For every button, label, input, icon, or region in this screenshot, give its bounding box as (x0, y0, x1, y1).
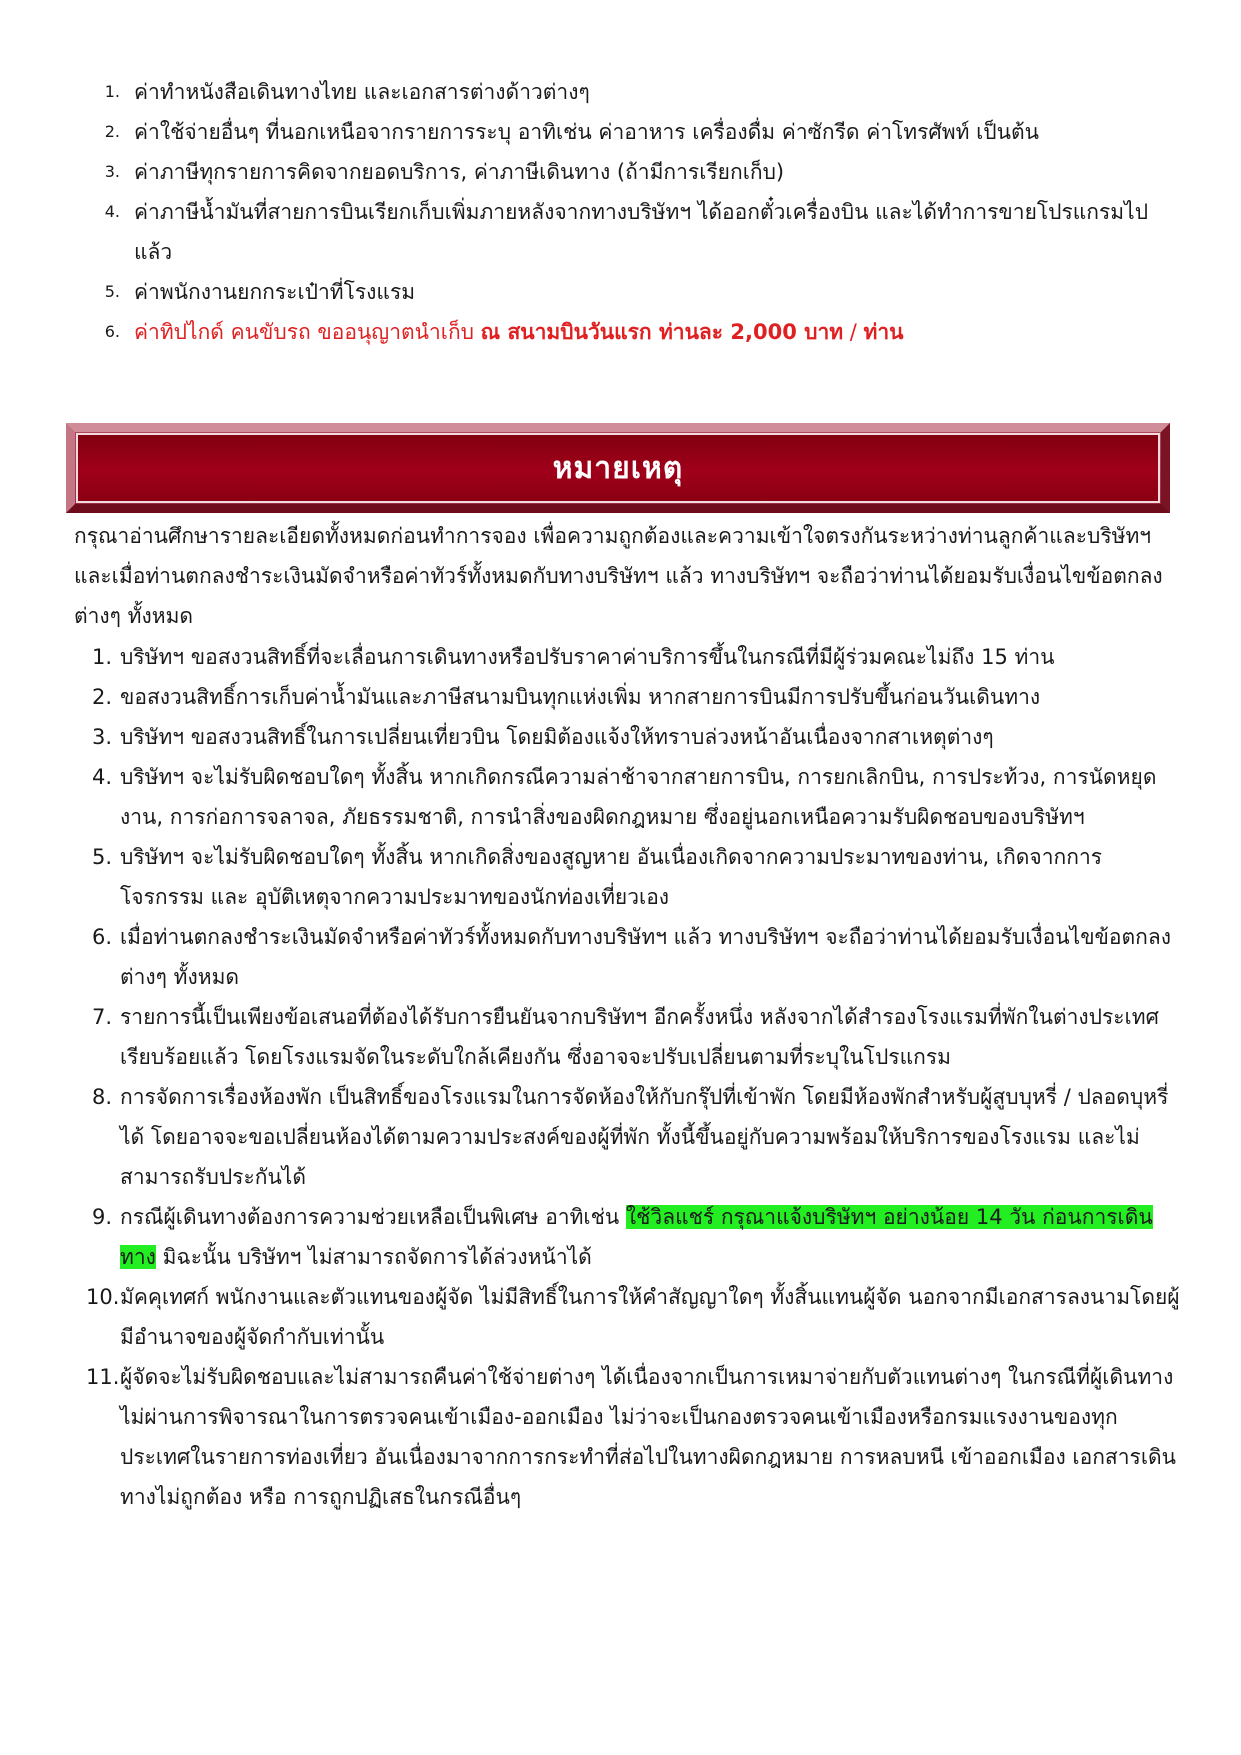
list-item (91, 1077, 1180, 1197)
list-item-text: บริษัทฯ ขอสงวนสิทธิ์ที่จะเลื่อนการเดินทางหรือปรับราคาค่าบริการขึ้นในกรณีที่มีผู้ร่วมคณะไม่ถึง 15 ท่าน (120, 645, 1055, 669)
list-number: 4. (104, 202, 120, 221)
remarks-banner-inner (76, 433, 1160, 503)
tip-text: ค่าทิปไกด์ คนขับรถ ขออนุญาตนำเก็บ (134, 320, 481, 344)
list-number: 2. (104, 122, 120, 141)
list-number: 6. (91, 925, 112, 949)
list-item-text: การจัดการเรื่องห้องพัก เป็นสิทธิ์ของโรงแรมในการจัดห้องให้กับกรุ๊ปที่เข้าพัก โดยมีห้องพักสำหรับผู้สูบบุหรี่ / ปลอดบุหรี่ได้ โดยอาจจะขอเปลี่ยนห้องได้ตามความประสงค์ของผู้ที่พัก ทั้งนี้ขึ้นอยู่กับความพร้อมให้บริการของโรงแรม และไม่สามารถรับประกันได้ (120, 1085, 1169, 1189)
list-item (91, 837, 1180, 917)
tip-unit: ท่าน (863, 320, 904, 344)
list-item-text: มิฉะนั้น บริษัทฯ ไม่สามารถจัดการได้ล่วงหน้าได้ (155, 1245, 592, 1269)
list-item (104, 152, 1174, 192)
list-number: 7. (91, 1005, 112, 1029)
list-item (91, 757, 1180, 837)
list-item (104, 272, 1174, 312)
list-item-text: ค่าภาษีน้ำมันที่สายการบินเรียกเก็บเพิ่มภายหลังจากทางบริษัทฯ ได้ออกตั๋วเครื่องบิน และได้ทำการขายโปรแกรมไปแล้ว (134, 200, 1149, 264)
list-item (86, 1277, 1180, 1357)
list-number: 5. (104, 282, 120, 301)
remarks-list (86, 637, 1180, 1517)
list-item-text: ค่าพนักงานยกกระเป๋าที่โรงแรม (134, 280, 416, 304)
list-item (104, 72, 1174, 112)
list-item-text: กรณีผู้เดินทางต้องการความช่วยเหลือเป็นพิเศษ อาทิเช่น (120, 1205, 626, 1229)
list-item-text: ค่าภาษีทุกรายการคิดจากยอดบริการ, ค่าภาษีเดินทาง (ถ้ามีการเรียกเก็บ) (134, 160, 785, 184)
list-item (91, 917, 1180, 997)
list-item-text: มัคคุเทศก์ พนักงานและตัวแทนของผู้จัด ไม่มีสิทธิ์ในการให้คำสัญญาใดๆ ทั้งสิ้นแทนผู้จัด นอกจากมีเอกสารลงนามโดยผู้มีอำนาจของผู้จัดกำกับเท่านั้น (120, 1285, 1180, 1349)
list-number: 2. (91, 685, 112, 709)
list-item-text: ขอสงวนสิทธิ์การเก็บค่าน้ำมันและภาษีสนามบินทุกแห่งเพิ่ม หากสายการบินมีการปรับขึ้นก่อนวันเดินทาง (120, 685, 1041, 709)
list-item-text: รายการนี้เป็นเพียงข้อเสนอที่ต้องได้รับการยืนยันจากบริษัทฯ อีกครั้งหนึ่ง หลังจากได้สำรองโรงแรมที่พักในต่างประเทศเรียบร้อยแล้ว โดยโรงแรมจัดในระดับใกล้เคียงกัน ซึ่งอาจจะปรับเปลี่ยนตามที่ระบุในโปรแกรม (120, 1005, 1159, 1069)
list-item (86, 1357, 1180, 1517)
list-number: 6. (104, 322, 120, 341)
list-item-wheelchair (91, 1197, 1180, 1277)
list-item-text: ค่าทำหนังสือเดินทางไทย และเอกสารต่างด้าวต่างๆ (134, 80, 590, 104)
list-item (104, 192, 1174, 272)
list-number: 4. (91, 765, 112, 789)
remarks-title: หมายเหตุ (552, 450, 684, 486)
remarks-intro: กรุณาอ่านศึกษารายละเอียดทั้งหมดก่อนทำการจอง เพื่อความถูกต้องและความเข้าใจตรงกันระหว่างท่านลูกค้าและบริษัทฯ และเมื่อท่านตกลงชำระเงินมัดจำหรือค่าทัวร์ทั้งหมดกับทางบริษัทฯ แล้ว ทางบริษัทฯ จะถือว่าท่านได้ยอมรับเงื่อนไขข้อตกลงต่างๆ ทั้งหมด (74, 524, 1163, 628)
list-number: 11. (86, 1365, 120, 1389)
list-item-tip (104, 312, 1174, 352)
list-number: 10. (86, 1285, 120, 1309)
tip-amount: ณ สนามบินวันแรก ท่านละ 2,000 บาท (480, 320, 844, 344)
excluded-costs-list (104, 72, 1174, 352)
list-number: 1. (104, 82, 120, 101)
list-item-text: บริษัทฯ จะไม่รับผิดชอบใดๆ ทั้งสิ้น หากเกิดกรณีความล่าช้าจากสายการบิน, การยกเลิกบิน, การประท้วง, การนัดหยุดงาน, การก่อการจลาจล, ภัยธรรมชาติ, การนำสิ่งของผิดกฎหมาย ซึ่งอยู่นอกเหนือความรับผิดชอบของบริษัทฯ (120, 765, 1157, 829)
list-number: 1. (91, 645, 112, 669)
highlighted-text: ใช้วิลแชร์ กรุณาแจ้งบริษัทฯ อย่างน้อย 14 วัน ก่อนการเดินทาง (120, 1205, 1153, 1269)
list-number: 9. (91, 1205, 112, 1229)
list-number: 3. (104, 162, 120, 181)
list-item-text: บริษัทฯ จะไม่รับผิดชอบใดๆ ทั้งสิ้น หากเกิดสิ่งของสูญหาย อันเนื่องเกิดจากความประมาทของท่าน, เกิดจากการโจรกรรม และ อุบัติเหตุจากความประมาทของนักท่องเที่ยวเอง (120, 845, 1103, 909)
list-item (104, 112, 1174, 152)
remarks-banner (66, 423, 1170, 513)
list-item-text: ผู้จัดจะไม่รับผิดชอบและไม่สามารถคืนค่าใช้จ่ายต่างๆ ได้เนื่องจากเป็นการเหมาจ่ายกับตัวแทนต่างๆ ในกรณีที่ผู้เดินทางไม่ผ่านการพิจารณาในการตรวจคนเข้าเมือง-ออกเมือง ไม่ว่าจะเป็นกองตรวจคนเข้าเมืองหรือกรมแรงงานของทุกประเทศในรายการท่องเที่ยว อันเนื่องมาจากการกระทำที่ส่อไปในทางผิดกฎหมาย การหลบหนี เข้าออกเมือง เอกสารเดินทางไม่ถูกต้อง หรือ การถูกปฏิเสธในกรณีอื่นๆ (120, 1365, 1176, 1509)
list-item-text: ค่าใช้จ่ายอื่นๆ ที่นอกเหนือจากรายการระบุ อาทิเช่น ค่าอาหาร เครื่องดื่ม ค่าซักรีด ค่าโทรศัพท์ เป็นต้น (134, 120, 1039, 144)
list-item-text: เมื่อท่านตกลงชำระเงินมัดจำหรือค่าทัวร์ทั้งหมดกับทางบริษัทฯ แล้ว ทางบริษัทฯ จะถือว่าท่านได้ยอมรับเงื่อนไขข้อตกลงต่างๆ ทั้งหมด (120, 925, 1172, 989)
list-number: 8. (91, 1085, 112, 1109)
list-item (91, 637, 1180, 677)
list-item (91, 997, 1180, 1077)
list-number: 5. (91, 845, 112, 869)
list-item-text: บริษัทฯ ขอสงวนสิทธิ์ในการเปลี่ยนเที่ยวบิน โดยมิต้องแจ้งให้ทราบล่วงหน้าอันเนื่องจากสาเหตุต่างๆ (120, 725, 994, 749)
list-item (91, 717, 1180, 757)
list-item (91, 677, 1180, 717)
list-number: 3. (91, 725, 112, 749)
tip-separator: / (843, 320, 864, 344)
